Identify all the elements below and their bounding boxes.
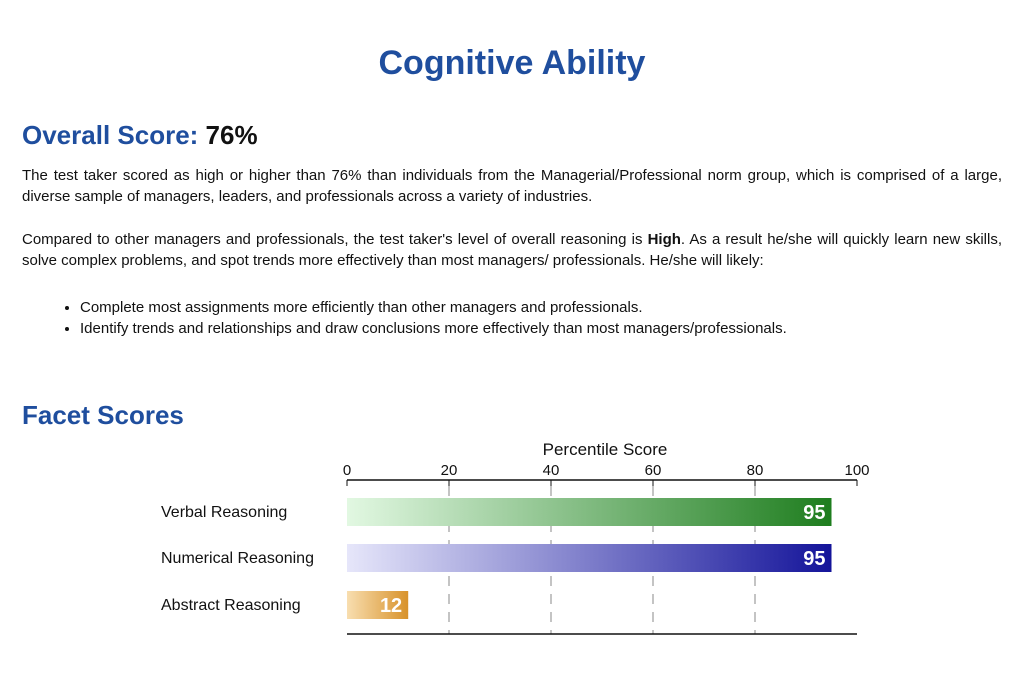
bar xyxy=(347,498,832,526)
bar xyxy=(347,544,832,572)
x-tick-label: 80 xyxy=(746,462,764,479)
x-tick-label: 40 xyxy=(542,462,560,479)
reasoning-text-before: Compared to other managers and professionals, the test taker's level of overall reasoning is xyxy=(22,231,648,248)
category-label: Verbal Reasoning xyxy=(161,504,288,521)
category-label: Abstract Reasoning xyxy=(161,597,301,614)
list-item: • Complete most assignments more efficiently than other managers and professionals. xyxy=(80,298,787,319)
overall-score-label: Overall Score: xyxy=(22,120,199,150)
report-title: Cognitive Ability xyxy=(378,44,646,82)
x-tick-label: 60 xyxy=(644,462,662,479)
x-tick-label: 0 xyxy=(342,462,352,479)
bar-value-label: 95 xyxy=(803,502,826,524)
reasoning-level: High xyxy=(647,231,681,248)
reasoning-text-after: . As a result he/she will quickly learn new skills, solve complex problems, and spot trends more effectively than most managers/ professionals. He/she will likely: xyxy=(22,231,1002,269)
likely-outcomes-list xyxy=(60,298,787,339)
x-tick-label: 20 xyxy=(440,462,458,479)
facet-scores-chart xyxy=(0,430,1024,660)
overall-score-value: 76% xyxy=(205,120,258,150)
overall-score-heading xyxy=(22,120,258,151)
bar-value-label: 12 xyxy=(379,595,403,617)
facet-scores-heading: Facet Scores xyxy=(22,400,184,430)
overall-reasoning-description xyxy=(22,230,1002,271)
overall-score-description: The test taker scored as high or higher than 76% than individuals from the Managerial/Professional norm group, which is comprised of a large, diverse sample of managers, leaders, and professionals across a variety of industries. xyxy=(22,167,1002,205)
category-label: Numerical Reasoning xyxy=(161,550,314,567)
list-item: • Identify trends and relationships and draw conclusions more effectively than most managers/professionals. xyxy=(80,319,787,340)
chart-title: Percentile Score xyxy=(542,440,668,459)
bar-value-label: 95 xyxy=(803,548,826,570)
x-tick-label: 100 xyxy=(844,462,870,479)
